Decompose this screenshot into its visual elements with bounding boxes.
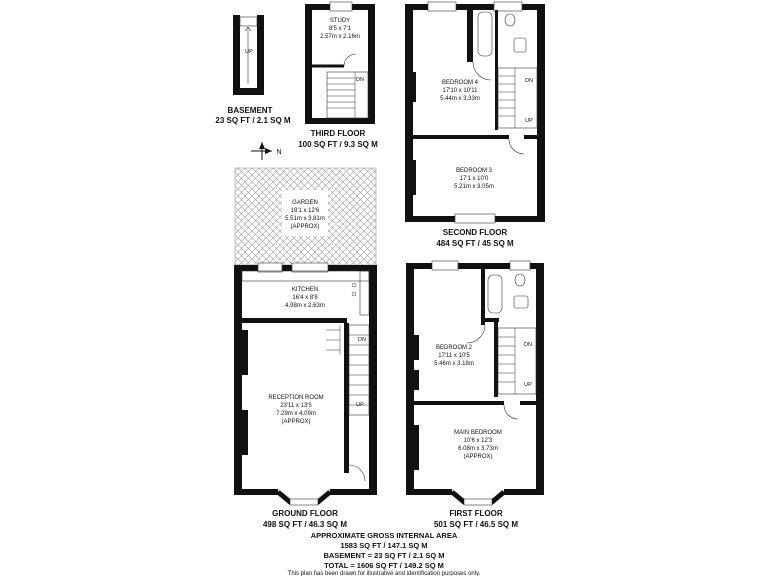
basement-area: 23 SQ FT / 2.1 SQ M bbox=[215, 116, 291, 125]
third-dn-label: DN bbox=[356, 77, 364, 83]
reception-imperial: 23'11 x 13'5 bbox=[280, 403, 312, 409]
main-bedroom-note: (APPROX) bbox=[463, 454, 493, 460]
kitchen-counter bbox=[242, 271, 369, 281]
window bbox=[432, 261, 458, 270]
summary-basement-area: BASEMENT = 23 SQ FT / 2.1 SQ M bbox=[323, 551, 445, 560]
kitchen-metric: 4.98m x 2.63m bbox=[285, 303, 325, 309]
toilet bbox=[515, 274, 525, 286]
garden-note: (APPROX) bbox=[290, 224, 320, 230]
second-floor-area: 484 SQ FT / 45 SQ M bbox=[436, 239, 514, 248]
window bbox=[330, 2, 352, 11]
bedroom3-name: BEDROOM 3 bbox=[455, 168, 493, 174]
main-bedroom-metric: 6.08m x 3.73m bbox=[458, 446, 498, 452]
summary-total-area: TOTAL = 1606 SQ FT / 149.2 SQ M bbox=[324, 561, 444, 570]
reception-metric: 7.29m x 4.09m bbox=[276, 411, 316, 417]
door-swing bbox=[349, 465, 365, 481]
window bbox=[258, 263, 282, 272]
study-name: STUDY bbox=[329, 18, 351, 24]
study-imperial: 8'5 x 7'1 bbox=[329, 26, 351, 32]
reception-note: (APPROX) bbox=[281, 419, 311, 425]
bathtub bbox=[488, 275, 502, 313]
disclaimer: This plan has been drawn for illustrative and identification purposes only. bbox=[287, 571, 481, 576]
door-swing bbox=[509, 139, 524, 154]
first-floor-name: FIRST FLOOR bbox=[449, 509, 503, 518]
garden-metric: 5.51m x 3.81m bbox=[285, 216, 325, 222]
ground-up-label: UP bbox=[356, 402, 364, 408]
window bbox=[455, 214, 495, 223]
window bbox=[494, 2, 522, 11]
third-floor-name: THIRD FLOOR bbox=[310, 129, 366, 138]
window bbox=[510, 261, 530, 270]
main-bedroom-imperial: 10'6 x 12'3 bbox=[463, 438, 493, 444]
window bbox=[292, 263, 328, 272]
main-bedroom-name: MAIN BEDROOM bbox=[454, 430, 502, 436]
ground-dn-label: DN bbox=[358, 337, 366, 343]
first-floor-plan bbox=[406, 261, 544, 529]
door-swing bbox=[344, 54, 356, 66]
compass-icon bbox=[251, 142, 282, 160]
ground-floor-plan bbox=[234, 168, 377, 529]
first-up-label: UP bbox=[524, 382, 532, 388]
reception-name: RECEPTION ROOM bbox=[268, 395, 324, 401]
bedroom2-metric: 5.46m x 3.18m bbox=[434, 361, 474, 367]
kitchen-name: KITCHEN bbox=[291, 287, 319, 293]
summary-title: APPROXIMATE GROSS INTERNAL AREA bbox=[310, 531, 458, 540]
garden-name: GARDEN bbox=[292, 200, 318, 206]
bedroom4-metric: 5.44m x 3.33m bbox=[440, 96, 480, 102]
first-floor-area: 501 SQ FT / 46.5 SQ M bbox=[433, 520, 519, 529]
second-floor-plan bbox=[405, 2, 545, 248]
study-metric: 2.57m x 2.16m bbox=[320, 34, 360, 40]
toilet bbox=[505, 14, 515, 26]
bedroom2-name: BEDROOM 2 bbox=[435, 345, 473, 351]
ground-floor-name: GROUND FLOOR bbox=[272, 509, 338, 518]
basement-up-label: UP bbox=[245, 49, 253, 55]
second-dn-label: DN bbox=[525, 78, 533, 84]
bedroom4-name: BEDROOM 4 bbox=[441, 80, 479, 86]
bedroom3-metric: 5.21m x 3.05m bbox=[454, 184, 494, 190]
first-dn-label: DN bbox=[524, 342, 532, 348]
bedroom2-imperial: 17'11 x 10'5 bbox=[438, 353, 470, 359]
hob bbox=[352, 283, 356, 287]
compass-north-label: N bbox=[276, 149, 282, 156]
kitchen-imperial: 16'4 x 8'8 bbox=[292, 295, 318, 301]
door-swing bbox=[504, 405, 518, 419]
bedroom3-imperial: 17'1 x 10'0 bbox=[459, 176, 489, 182]
ground-floor-area: 498 SQ FT / 46.3 SQ M bbox=[262, 520, 348, 529]
entrance-label: IN bbox=[356, 489, 362, 495]
bedroom4-imperial: 17'10 x 10'11 bbox=[442, 88, 478, 94]
second-up-label: UP bbox=[525, 118, 533, 124]
garden-imperial: 18'1 x 12'6 bbox=[290, 208, 320, 214]
third-floor-area: 100 SQ FT / 9.3 SQ M bbox=[298, 140, 378, 149]
basement-name: BASEMENT bbox=[227, 106, 273, 115]
area-summary bbox=[288, 531, 481, 576]
sink bbox=[514, 38, 526, 52]
door-swing bbox=[473, 62, 491, 80]
basement-plan bbox=[215, 15, 290, 125]
bathtub bbox=[478, 12, 492, 56]
third-floor-plan bbox=[298, 2, 378, 149]
door-swing bbox=[467, 325, 485, 343]
summary-gross-area: 1583 SQ FT / 147.1 SQ M bbox=[340, 541, 428, 550]
second-floor-name: SECOND FLOOR bbox=[442, 228, 508, 237]
sink bbox=[514, 296, 528, 308]
window bbox=[428, 2, 456, 11]
